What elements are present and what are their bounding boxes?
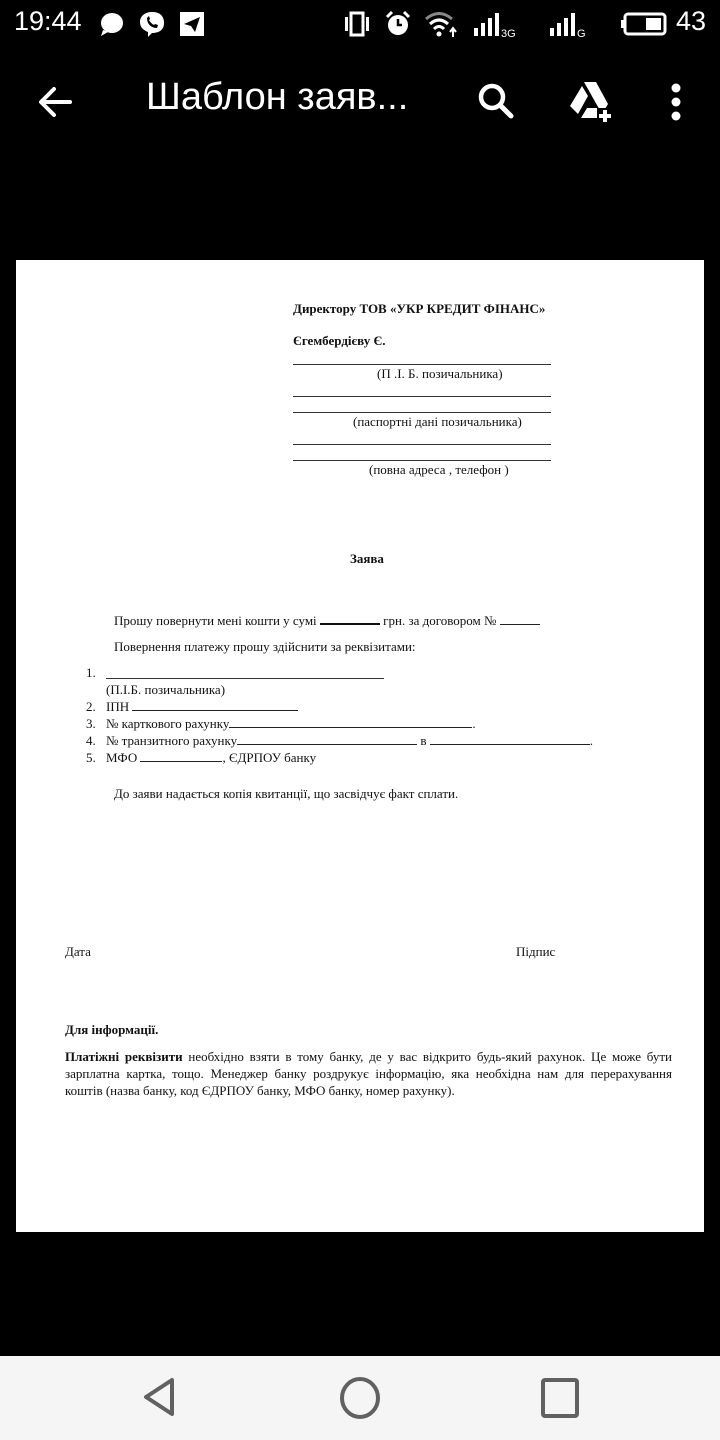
- status-time: 19:44: [14, 6, 82, 36]
- list-item-card-account: 3. № карткового рахунку .: [86, 716, 476, 731]
- network-1-label: 3G: [501, 28, 516, 40]
- signature-label: Підпис: [516, 944, 556, 959]
- info-heading: Для інформації.: [65, 1022, 159, 1037]
- nav-back-icon[interactable]: [136, 1374, 184, 1422]
- item-2-number: 2.: [86, 699, 96, 714]
- transit-account-blank: [237, 733, 417, 745]
- request-text-1: Прошу повернути мені кошти у сумі: [114, 613, 317, 628]
- item-5-label: МФО: [106, 750, 138, 765]
- message-icon: [98, 10, 126, 38]
- vibrate-icon: [344, 10, 370, 38]
- item-4-in: в: [420, 733, 427, 748]
- list-item-mfo: [86, 750, 316, 766]
- system-nav-bar: [0, 1356, 720, 1440]
- item-1-blank: [106, 678, 384, 679]
- list-item-transit-account: 4. № транзитного рахунку в .: [86, 733, 593, 748]
- add-to-drive-icon[interactable]: [566, 78, 614, 126]
- nav-home-icon[interactable]: [336, 1374, 384, 1422]
- caption-address: (повна адреса , телефон ): [369, 462, 509, 477]
- info-bold: Платіжні реквізити: [65, 1049, 183, 1064]
- passport-blank-line-1: [293, 396, 551, 397]
- passport-blank-line-2: [293, 412, 551, 413]
- item-4-number: 4.: [86, 733, 96, 748]
- item-5-suffix: , ЄДРПОУ банку: [222, 750, 317, 765]
- mfo-blank: [140, 750, 222, 762]
- document-page[interactable]: [16, 260, 704, 1232]
- item-2-label: ІПН: [106, 699, 130, 714]
- bank-name-blank: [430, 733, 590, 745]
- info-paragraph: [65, 1048, 672, 1099]
- app-toolbar: [0, 60, 720, 144]
- search-icon[interactable]: [472, 78, 520, 126]
- item-3-number: 3.: [86, 716, 96, 731]
- info-text: необхідно взяти в тому банку, де у вас відкрито будь-який рахунок. Це може бути зарплатна картка, тощо. Менеджер банку роздрукує інформацію, яка необхідна нам для перерахування коштів (назва банку, код ЄДРПОУ банку, МФО банку, номер рахунку).: [65, 1049, 673, 1098]
- caption-passport: (паспортні дані позичальника): [353, 414, 522, 429]
- more-vert-icon[interactable]: [652, 78, 700, 126]
- address-blank-line-1: [293, 444, 551, 445]
- item-1-number: 1.: [86, 665, 96, 680]
- battery-icon: [620, 10, 668, 38]
- document-title: Шаблон заяв...: [146, 76, 409, 118]
- arrow-back-icon[interactable]: [32, 78, 80, 126]
- addressee-line-1: Директору ТОВ «УКР КРЕДИТ ФІНАНС»: [293, 301, 546, 316]
- list-item-ipn: [86, 699, 298, 715]
- address-blank-line-2: [293, 460, 551, 461]
- item-3-label: № карткового рахунку: [106, 716, 230, 731]
- date-label: Дата: [65, 944, 91, 959]
- card-account-blank: [229, 716, 472, 728]
- caption-name: (П .І. Б. позичальника): [377, 366, 503, 381]
- contract-number-blank: [500, 613, 540, 625]
- document-heading: Заява: [350, 551, 384, 566]
- item-5-number: 5.: [86, 750, 96, 765]
- status-bar: [0, 0, 720, 48]
- network-2-label: G: [577, 28, 586, 40]
- signal-3g-icon: [474, 10, 514, 38]
- request-text-2: грн. за договором №: [383, 613, 497, 628]
- nav-recents-icon[interactable]: [536, 1374, 584, 1422]
- ipn-blank: [132, 699, 298, 711]
- name-blank-line: [293, 364, 551, 365]
- telegram-icon: [178, 10, 206, 38]
- item-1-caption: (П.І.Б. позичальника): [106, 682, 226, 697]
- viber-icon: [138, 10, 166, 38]
- attachment-note: До заяви надається копія квитанції, що засвідчує факт сплати.: [114, 786, 459, 801]
- battery-percent: 43: [675, 6, 706, 36]
- wifi-icon: [424, 10, 458, 38]
- signal-g-icon: [550, 10, 584, 38]
- item-4-label: № транзитного рахунку: [106, 733, 238, 748]
- requisites-intro: Повернення платежу прошу здійснити за реквізитами:: [114, 639, 416, 654]
- request-line: [114, 612, 540, 629]
- alarm-icon: [384, 10, 412, 38]
- amount-blank: [320, 612, 380, 625]
- addressee-line-2: Єгембердієву Є.: [293, 333, 386, 348]
